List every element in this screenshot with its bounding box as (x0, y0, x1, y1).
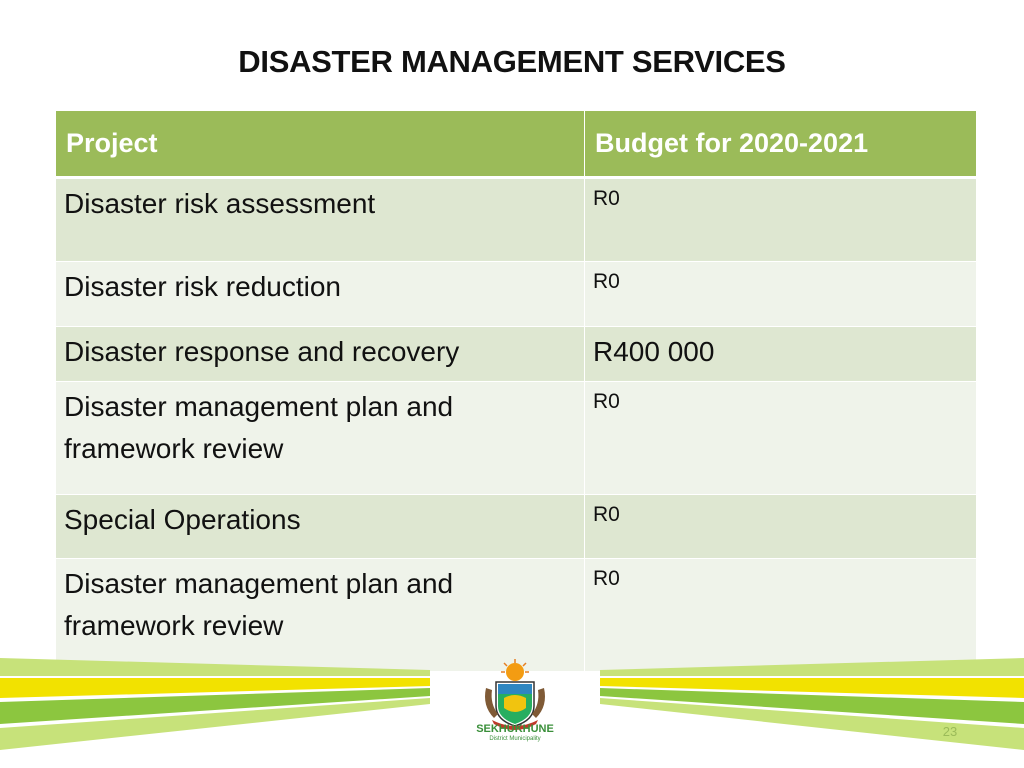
stripe-right-light (600, 658, 1024, 676)
budget-table (55, 110, 977, 672)
project-cell: Disaster management plan and framework review (56, 382, 585, 495)
budget-cell: R0 (585, 262, 977, 327)
budget-cell: R0 (585, 495, 977, 559)
table-row (56, 382, 977, 495)
table-row (56, 327, 977, 382)
project-cell: Disaster risk assessment (56, 178, 585, 262)
header-project: Project (56, 111, 585, 178)
project-cell: Disaster management plan and framework review (56, 559, 585, 672)
table-row (56, 178, 977, 262)
budget-cell: R0 (585, 559, 977, 672)
table-header-row (56, 111, 977, 178)
header-budget: Budget for 2020-2021 (585, 111, 977, 178)
page-number: 23 (942, 724, 958, 739)
table-row (56, 262, 977, 327)
budget-cell: R0 (585, 178, 977, 262)
budget-cell: R400 000 (585, 327, 977, 382)
project-cell: Disaster response and recovery (56, 327, 585, 382)
logo-text: SEKHUKHUNE District Municipality (476, 723, 554, 742)
stripe-left-light (0, 658, 430, 676)
project-cell: Special Operations (56, 495, 585, 559)
project-cell: Disaster risk reduction (56, 262, 585, 327)
budget-cell: R0 (585, 382, 977, 495)
slide-title: DISASTER MANAGEMENT SERVICES (238, 44, 786, 79)
table-row (56, 495, 977, 559)
